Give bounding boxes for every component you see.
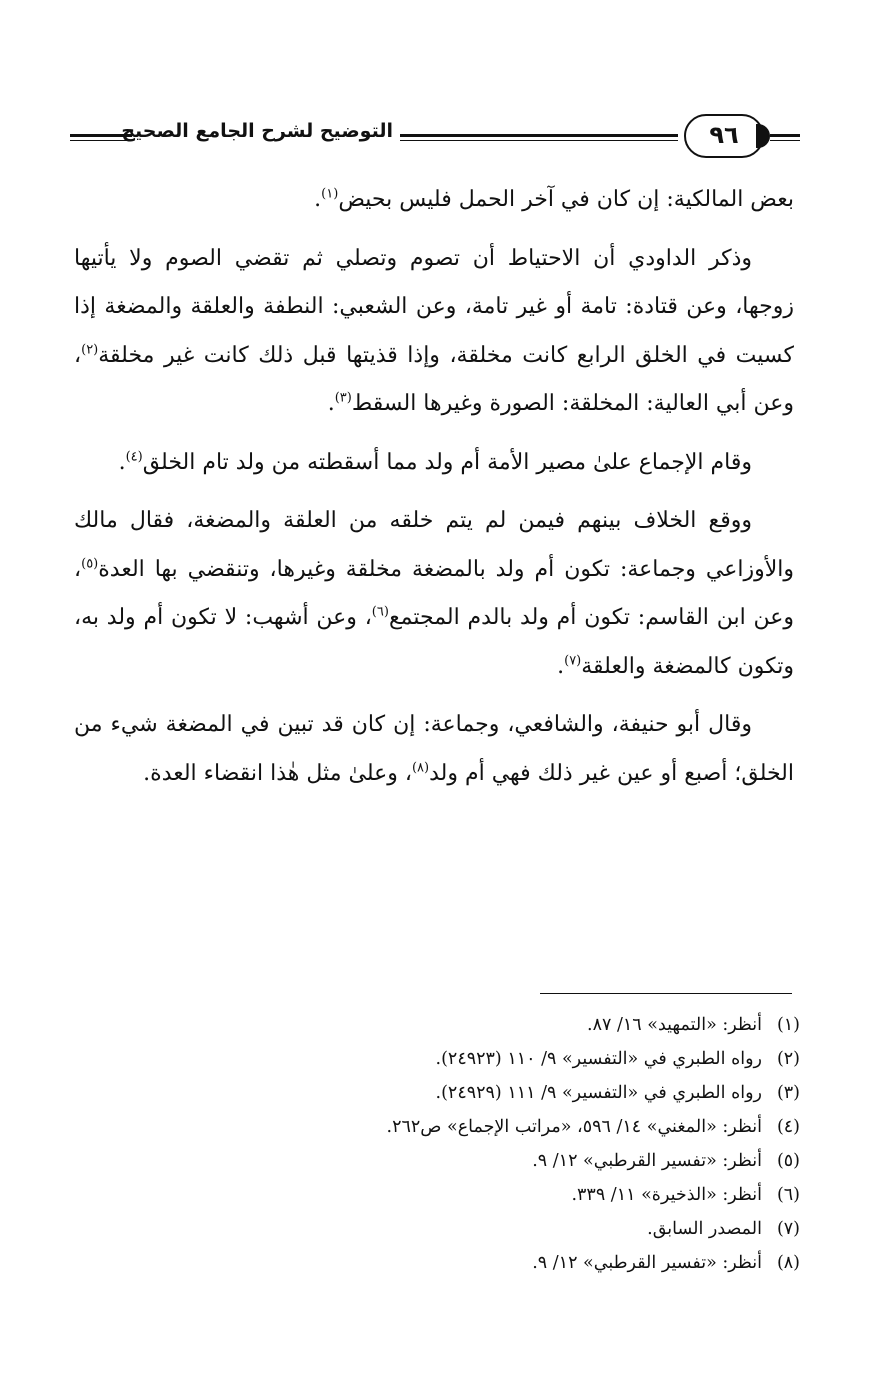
paragraph-text: . <box>314 187 322 212</box>
main-text <box>74 176 794 808</box>
paragraph-text: . <box>118 449 126 475</box>
running-title: التوضيح لشرح الجامع الصحيح <box>121 120 393 142</box>
paragraph-text: وقام الإجماع علىٰ مصير الأمة أم ولد مما أسقطته من ولد تام الخلق <box>142 449 752 475</box>
footnote-text: أنظر: «الذخيرة» ١١/ ٣٣٩. <box>571 1185 762 1205</box>
paragraph-text: بعض المالكية: إن كان في آخر الحمل فليس بحيض <box>338 187 794 212</box>
footnote-ref: (٧) <box>564 653 582 669</box>
paragraph-1 <box>74 176 794 225</box>
footnote-ref: (١) <box>321 186 339 202</box>
footnote-text: أنظر: «التمهيد» ١٦/ ٨٧. <box>587 1015 762 1035</box>
page-header <box>70 112 800 164</box>
footnote-text: رواه الطبري في «التفسير» ٩/ ١١٠ (٢٤٩٢٣). <box>435 1049 762 1069</box>
paragraph-text: ، وعن أبي العالية: المخلقة: الصورة وغيرها السقط <box>74 342 794 416</box>
footnote-ref: (٥) <box>81 556 99 572</box>
footnote-item <box>200 1246 800 1280</box>
paragraph-2 <box>74 235 794 429</box>
footnote-text: المصدر السابق. <box>647 1219 762 1239</box>
footnote-item <box>200 1178 800 1212</box>
footnote-ref: (٢) <box>81 342 99 358</box>
footnote-number: (٥) <box>776 1151 800 1171</box>
paragraph-5 <box>74 701 794 798</box>
paragraph-text: . <box>327 391 335 416</box>
paragraph-3 <box>74 439 794 488</box>
footnote-divider <box>540 993 792 994</box>
footnote-ref: (٦) <box>371 604 389 620</box>
footnote-text: أنظر: «تفسير القرطبي» ١٢/ ٩. <box>532 1151 762 1171</box>
footnote-item <box>200 1110 800 1144</box>
header-rule-right <box>770 134 800 141</box>
paragraph-text: وقال أبو حنيفة، والشافعي، وجماعة: إن كان قد تبين في المضغة شيء من الخلق؛ أصبع أو عين غير ذلك فهي أم ولد <box>74 712 794 786</box>
footnote-ref: (٤) <box>125 449 143 465</box>
paragraph-text: ، وعلىٰ مثل هٰذا انقضاء العدة. <box>143 760 412 786</box>
footnote-number: (٦) <box>776 1185 800 1205</box>
footnote-item <box>200 1008 800 1042</box>
footnote-item <box>200 1144 800 1178</box>
header-rule-middle <box>400 134 678 141</box>
footnote-item <box>200 1212 800 1246</box>
footnote-number: (٣) <box>776 1083 800 1103</box>
footnote-number: (٤) <box>776 1117 800 1137</box>
footnote-number: (٢) <box>776 1049 800 1069</box>
paragraph-text: ووقع الخلاف بينهم فيمن لم يتم خلقه من العلقة والمضغة، فقال مالك والأوزاعي وجماعة: تكون أم ولد بالمضغة مخلقة وغيرها، وتنقضي بها العدة <box>74 508 794 582</box>
footnote-text: أنظر: «تفسير القرطبي» ١٢/ ٩. <box>532 1253 762 1273</box>
paragraph-4 <box>74 497 794 691</box>
footnote-item <box>200 1076 800 1110</box>
paragraph-text: ، وعن أشهب: لا تكون أم ولد به، وتكون كالمضغة والعلقة <box>74 605 794 679</box>
paragraph-text: وذكر الداودي أن الاحتياط أن تصوم وتصلي ثم تقضي الصوم ولا يأتيها زوجها، وعن قتادة: تامة أو غير تامة، وعن الشعبي: النطفة والعلقة والمضغة إذا كسيت في الخلق الرابع كانت مخلقة، وإذا قذيتها قبل ذلك كانت غير مخلقة <box>74 245 794 368</box>
footnote-ref: (٨) <box>411 760 430 776</box>
paragraph-text: . <box>557 653 565 679</box>
footnote-number: (١) <box>776 1015 800 1035</box>
footnote-number: (٧) <box>776 1219 800 1239</box>
footnote-text: رواه الطبري في «التفسير» ٩/ ١١١ (٢٤٩٢٩). <box>435 1083 762 1103</box>
footnotes <box>200 1008 800 1280</box>
footnote-number: (٨) <box>776 1253 800 1273</box>
footnote-ref: (٣) <box>334 390 352 406</box>
page-number: ٩٦ <box>684 114 764 158</box>
footnote-item <box>200 1042 800 1076</box>
footnote-text: أنظر: «المغني» ١٤/ ٥٩٦، «مراتب الإجماع» ص٢٦٢. <box>386 1117 762 1137</box>
paragraph-text: ، وعن ابن القاسم: تكون أم ولد بالدم المجتمع <box>74 556 794 630</box>
